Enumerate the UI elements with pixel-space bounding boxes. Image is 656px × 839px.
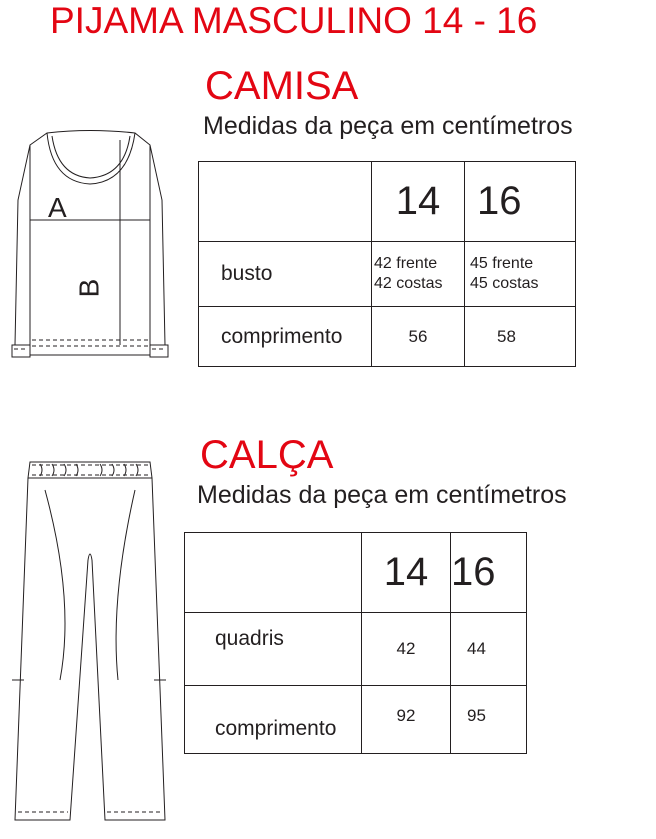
measure-label-a: A	[48, 192, 67, 223]
value-line: 45 frente	[470, 255, 534, 272]
shirt-subtitle: Medidas da peça em centímetros	[203, 112, 573, 140]
size-label: 14	[395, 179, 441, 223]
value-text: 95	[467, 706, 486, 725]
measure-label-b: B	[73, 278, 105, 298]
value-text: 92	[396, 706, 416, 725]
page-title: PIJAMA MASCULINO 14 - 16	[50, 0, 538, 41]
size-label: 14	[383, 550, 429, 594]
shirt-illustration	[0, 128, 180, 368]
value-line: 42 frente	[374, 255, 438, 272]
table-header-row	[185, 533, 527, 613]
pants-subtitle: Medidas da peça em centímetros	[197, 481, 567, 509]
value-text: 44	[467, 639, 486, 658]
value-cell	[451, 613, 527, 686]
size-label: 16	[451, 550, 496, 594]
size-label: 16	[477, 179, 522, 223]
table-header-row	[199, 162, 576, 242]
row-label-cell	[199, 242, 372, 307]
value-line: 42 costas	[374, 275, 443, 292]
table-row	[199, 307, 576, 367]
table-row	[185, 613, 527, 686]
header-size-cell	[362, 533, 451, 613]
row-label: comprimento	[221, 324, 343, 348]
row-label-cell	[199, 307, 372, 367]
header-size-cell	[372, 162, 465, 242]
value-cell	[372, 242, 465, 307]
value-text: 58	[497, 326, 516, 346]
pants-size-table	[184, 532, 527, 754]
value-text: 42	[396, 639, 416, 658]
row-label-cell	[185, 613, 362, 686]
row-label-cell	[185, 686, 362, 754]
value-line: 45 costas	[470, 275, 539, 292]
value-cell	[451, 686, 527, 754]
shirt-heading: CAMISA	[205, 64, 359, 108]
table-row	[185, 686, 527, 754]
header-empty-cell	[185, 533, 362, 613]
row-label: comprimento	[215, 717, 337, 740]
row-label: quadris	[215, 627, 284, 650]
table-row	[199, 242, 576, 307]
value-cell	[465, 242, 576, 307]
row-label: busto	[221, 262, 273, 285]
pants-illustration	[0, 455, 180, 835]
value-cell	[372, 307, 465, 367]
pants-heading: CALÇA	[200, 433, 334, 477]
value-cell	[362, 613, 451, 686]
value-cell	[465, 307, 576, 367]
header-empty-cell	[199, 162, 372, 242]
header-size-cell	[465, 162, 576, 242]
value-text: 56	[408, 326, 428, 346]
shirt-size-table	[198, 161, 576, 367]
header-size-cell	[451, 533, 527, 613]
value-cell	[362, 686, 451, 754]
